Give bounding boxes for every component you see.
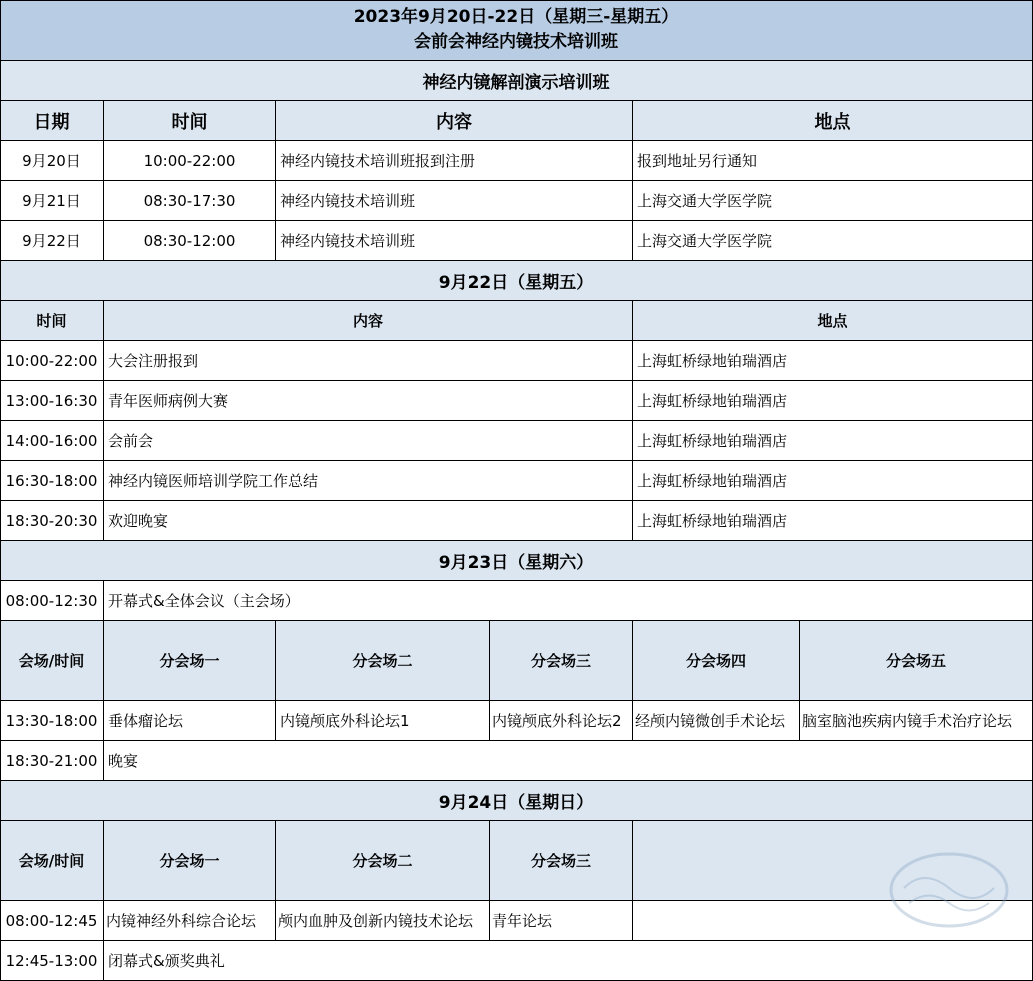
training-row-2-date: 9月21日 [0, 181, 104, 221]
day23-session-1: 垂体瘤论坛 [104, 701, 276, 741]
title-line-1: 2023年9月20日-22日（星期三-星期五） [353, 7, 679, 27]
brain-logo-icon [884, 848, 1014, 938]
training-row-2-time: 08:30-17:30 [104, 181, 276, 221]
day23-venue-header-1: 分会场一 [104, 621, 276, 701]
day24-session-1: 内镜神经外科综合论坛 [104, 901, 276, 941]
day23-opening-content: 开幕式&全体会议（主会场） [104, 581, 1033, 621]
day22-row-1-content: 大会注册报到 [104, 341, 633, 381]
day22-header-content: 内容 [104, 301, 633, 341]
header-content: 内容 [276, 101, 633, 141]
day22-row-3-content: 会前会 [104, 421, 633, 461]
day23-dinner-content: 晚宴 [104, 741, 1033, 781]
day24-closing-time: 12:45-13:00 [0, 941, 104, 981]
day23-venue-header-0: 会场/时间 [0, 621, 104, 701]
title-line-2: 会前会神经内镜技术培训班 [414, 32, 618, 52]
training-row-1-date: 9月20日 [0, 141, 104, 181]
day24-venue-header-3: 分会场三 [490, 821, 633, 901]
day23-venue-header-5: 分会场五 [800, 621, 1033, 701]
day23-session-4: 经颅内镜微创手术论坛 [633, 701, 800, 741]
day22-row-5-place: 上海虹桥绿地铂瑞酒店 [633, 501, 1033, 541]
day23-session-3: 内镜颅底外科论坛2 [490, 701, 633, 741]
day22-header-time: 时间 [0, 301, 104, 341]
day22-row-3-time: 14:00-16:00 [0, 421, 104, 461]
day22-row-3-place: 上海虹桥绿地铂瑞酒店 [633, 421, 1033, 461]
day22-row-4-time: 16:30-18:00 [0, 461, 104, 501]
day24-section-title: 9月24日（星期日） [0, 781, 1033, 821]
day22-row-5-time: 18:30-20:30 [0, 501, 104, 541]
day23-sessions-time: 13:30-18:00 [0, 701, 104, 741]
day22-row-1-time: 10:00-22:00 [0, 341, 104, 381]
training-row-1-time: 10:00-22:00 [104, 141, 276, 181]
day22-row-1-place: 上海虹桥绿地铂瑞酒店 [633, 341, 1033, 381]
day24-venue-header-2: 分会场二 [276, 821, 490, 901]
day24-venue-header-1: 分会场一 [104, 821, 276, 901]
training-row-2-content: 神经内镜技术培训班 [276, 181, 633, 221]
day23-venue-header-2: 分会场二 [276, 621, 490, 701]
day22-row-2-time: 13:00-16:30 [0, 381, 104, 421]
training-row-3-time: 08:30-12:00 [104, 221, 276, 261]
training-row-3-date: 9月22日 [0, 221, 104, 261]
day23-opening-time: 08:00-12:30 [0, 581, 104, 621]
day24-closing-content: 闭幕式&颁奖典礼 [104, 941, 1033, 981]
day22-row-4-content: 神经内镜医师培训学院工作总结 [104, 461, 633, 501]
day22-section-title: 9月22日（星期五） [0, 261, 1033, 301]
day22-row-5-content: 欢迎晚宴 [104, 501, 633, 541]
day24-sessions-time: 08:00-12:45 [0, 901, 104, 941]
training-row-1-content: 神经内镜技术培训班报到注册 [276, 141, 633, 181]
training-row-2-place: 上海交通大学医学院 [633, 181, 1033, 221]
day22-row-2-place: 上海虹桥绿地铂瑞酒店 [633, 381, 1033, 421]
day22-header-place: 地点 [633, 301, 1033, 341]
day23-section-title: 9月23日（星期六） [0, 541, 1033, 581]
day24-session-3: 青年论坛 [490, 901, 633, 941]
title-block [0, 0, 1033, 61]
training-row-1-place: 报到地址另行通知 [633, 141, 1033, 181]
day23-venue-header-4: 分会场四 [633, 621, 800, 701]
day23-venue-header-3: 分会场三 [490, 621, 633, 701]
day24-session-2: 颅内血肿及创新内镜技术论坛 [276, 901, 490, 941]
day22-row-4-place: 上海虹桥绿地铂瑞酒店 [633, 461, 1033, 501]
day22-row-2-content: 青年医师病例大赛 [104, 381, 633, 421]
header-date: 日期 [0, 101, 104, 141]
header-place: 地点 [633, 101, 1033, 141]
day23-session-5: 脑室脑池疾病内镜手术治疗论坛 [800, 701, 1033, 741]
training-section-title: 神经内镜解剖演示培训班 [0, 61, 1033, 101]
header-time: 时间 [104, 101, 276, 141]
day23-dinner-time: 18:30-21:00 [0, 741, 104, 781]
day24-venue-header-0: 会场/时间 [0, 821, 104, 901]
training-row-3-content: 神经内镜技术培训班 [276, 221, 633, 261]
day23-session-2: 内镜颅底外科论坛1 [276, 701, 490, 741]
training-row-3-place: 上海交通大学医学院 [633, 221, 1033, 261]
